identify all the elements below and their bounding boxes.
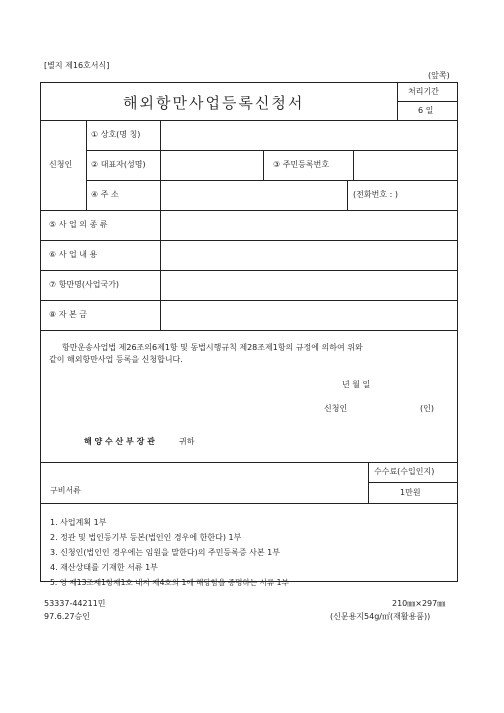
fee-label: 수수료(수입인지) (374, 467, 435, 476)
processing-period-label: 처리기간 (408, 87, 439, 96)
required-doc-item: 5. 영 제13조제1항제1호 내지 제4호의 1에 해당함을 증명하는 서류 1부 (50, 578, 289, 587)
recipient-title: 해 양 수 산 부 장 관 (84, 437, 155, 446)
divider (40, 270, 458, 271)
capital-label: ⑧ 자 본 금 (49, 310, 87, 319)
required-doc-item: 4. 재산상태를 기재한 서류 1부 (50, 563, 158, 572)
divider (347, 180, 348, 210)
statement-line-2: 같이 해외항만사업 등록을 신청합니다. (49, 355, 183, 364)
divider (397, 101, 458, 102)
footer-code: 53337-44211민 (44, 599, 106, 608)
divider (353, 150, 354, 180)
applicant-label: 신청인 (49, 160, 73, 169)
address-label: ④ 주 소 (91, 190, 119, 199)
divider (368, 482, 458, 483)
resident-number-label: ③ 주민등록번호 (273, 160, 330, 169)
footer-paper-size: 210㎜×297㎜ (392, 599, 446, 608)
form-frame (40, 82, 458, 582)
recipient-suffix: 귀하 (179, 437, 195, 446)
annex-label: [별지 제16호서식] (44, 61, 110, 70)
divider (263, 150, 264, 180)
divider (368, 462, 369, 503)
footer-paper-spec: (신문용지54g/㎡(재활용품)) (330, 612, 431, 621)
required-doc-item: 2. 정관 및 법인등기부 등본(법인인 경우에 한한다) 1부 (50, 533, 242, 542)
divider (86, 120, 87, 210)
required-doc-item: 1. 사업계획 1부 (50, 518, 107, 527)
required-docs-label: 구비서류 (50, 486, 81, 495)
divider (40, 300, 458, 301)
side-label: (앞쪽) (428, 71, 450, 80)
divider (160, 120, 161, 330)
seal-label: (인) (420, 404, 434, 413)
divider (86, 150, 458, 151)
representative-label: ② 대표자(성명) (91, 160, 146, 169)
divider (40, 210, 458, 211)
phone-label: (전화번호 : ) (353, 190, 398, 199)
company-name-label: ① 상호(명 칭) (91, 130, 141, 139)
port-name-label: ⑦ 항만명(사업국가) (49, 280, 120, 289)
statement-line-1: 항만운송사업법 제26조의6제1항 및 동법시행규칙 제28조제1항의 규정에 의하여 위와 (62, 343, 363, 352)
divider (86, 180, 458, 181)
divider (40, 330, 458, 331)
fee-value: 1만원 (400, 488, 421, 497)
business-content-label: ⑥ 사 업 내 용 (49, 250, 98, 259)
signer-label: 신청인 (324, 404, 348, 413)
divider (40, 503, 458, 504)
footer-approval-date: 97.6.27승인 (44, 612, 90, 621)
processing-period-value: 6 일 (418, 106, 434, 115)
form-title: 해외항만사업등록신청서 (123, 94, 305, 112)
divider (40, 120, 458, 121)
required-doc-item: 3. 신청인(법인인 경우에는 임원을 말한다)의 주민등록증 사본 1부 (50, 548, 280, 557)
divider (40, 240, 458, 241)
business-type-label: ⑤ 사 업 의 종 류 (49, 220, 108, 229)
divider (40, 462, 458, 463)
date-line: 년 월 일 (342, 380, 371, 389)
